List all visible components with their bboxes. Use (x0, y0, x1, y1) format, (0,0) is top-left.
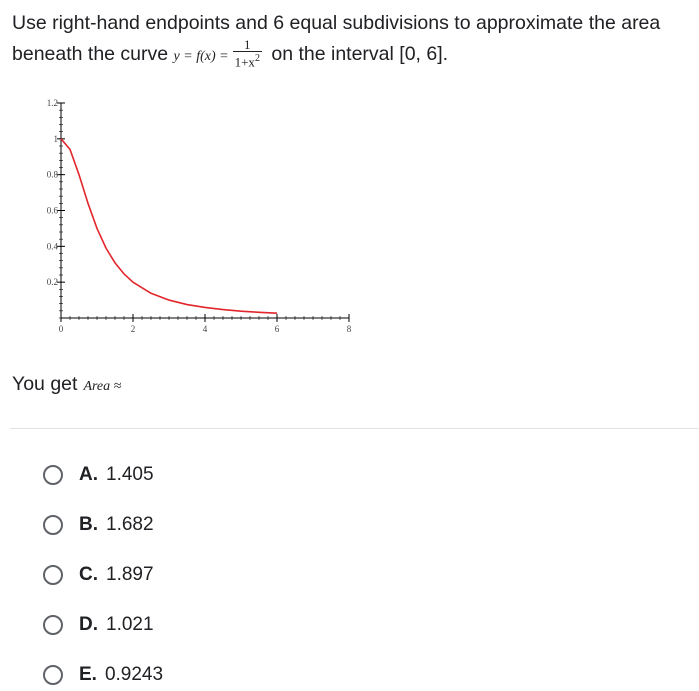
x-tick-label: 2 (130, 324, 136, 334)
answer-option-e[interactable] (43, 660, 163, 690)
x-tick-label: 8 (346, 324, 352, 334)
x-tick-label: 4 (202, 324, 208, 334)
option-value: 1.405 (106, 464, 154, 485)
question-line-1: Use right-hand endpoints and 6 equal subdivisions to approximate the area (12, 12, 661, 34)
x-tick-label: 6 (274, 324, 280, 334)
option-letter: C. (79, 564, 98, 585)
fraction-denominator (233, 52, 262, 68)
answer-option-c[interactable] (43, 560, 154, 590)
fraction-denominator-base: 1+x (234, 54, 255, 69)
function-graph (30, 95, 360, 345)
option-letter: D. (79, 614, 98, 635)
option-value: 1.021 (106, 614, 154, 635)
y-tick-label: 0.6 (46, 205, 58, 216)
y-tick-label: 0.8 (46, 169, 58, 180)
question-line-2 (12, 36, 692, 72)
y-tick-label: 0.4 (46, 241, 58, 252)
answer-option-d[interactable] (43, 610, 154, 640)
option-value: 1.897 (106, 564, 154, 585)
answer-option-a[interactable] (43, 460, 154, 490)
option-letter: A. (79, 464, 98, 485)
radio-button[interactable] (43, 515, 63, 535)
option-value: 1.682 (106, 514, 154, 535)
option-value: 0.9243 (104, 664, 164, 685)
function-fraction (233, 38, 262, 68)
y-tick-label: 1.2 (46, 98, 58, 108)
section-divider (10, 428, 699, 429)
function-label: y = f(x) = (173, 49, 229, 64)
radio-button[interactable] (43, 615, 63, 635)
question-prefix: beneath the curve (12, 43, 169, 65)
you-get-label: You get (12, 373, 78, 395)
question-suffix: on the interval [0, 6]. (271, 43, 449, 65)
radio-button[interactable] (43, 465, 63, 485)
y-tick-label: 1 (53, 133, 58, 144)
result-line (12, 373, 121, 396)
x-tick-label: 0 (58, 324, 64, 334)
curve-series-0 (61, 139, 277, 313)
y-tick-label: 0.2 (46, 277, 58, 288)
radio-button[interactable] (43, 565, 63, 585)
fraction-exponent: 2 (254, 52, 260, 64)
option-letter: E. (79, 664, 97, 685)
radio-button[interactable] (43, 665, 63, 685)
area-approx-label: Area ≈ (83, 379, 122, 394)
option-letter: B. (79, 514, 98, 535)
question-text (12, 8, 692, 72)
fraction-numerator: 1 (233, 38, 262, 52)
answer-option-b[interactable] (43, 510, 154, 540)
